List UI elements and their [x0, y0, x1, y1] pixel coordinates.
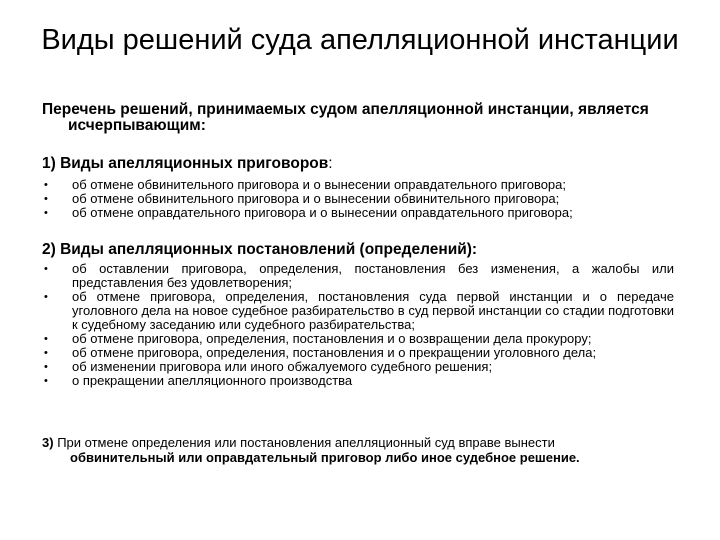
list-item-text: о прекращении апелляционного производства — [72, 373, 353, 388]
bullet-icon: • — [44, 179, 48, 191]
list-item — [42, 332, 674, 346]
list-item-text: об оставлении приговора, определения, постановления без изменения, а жалобы или представления без удовлетворения; — [72, 261, 674, 290]
bullet-icon: • — [44, 207, 48, 219]
bullet-icon: • — [44, 193, 48, 205]
page-title: Виды решений суда апелляционной инстанции — [41, 24, 679, 56]
bullet-icon: • — [44, 375, 48, 387]
list-item-text: об отмене приговора, определения, постановления и о прекращении уголовного дела; — [72, 345, 597, 360]
list-item-text: об изменении приговора или иного обжалуемого судебного решения; — [72, 359, 493, 374]
list-item-text: об отмене приговора, определения, постановления и о возвращении дела прокурору; — [72, 331, 592, 346]
section-1-heading-text: 1) Виды апелляционных приговоров — [42, 155, 329, 172]
list-item — [42, 192, 674, 206]
bullet-icon: • — [44, 361, 48, 373]
list-item — [42, 290, 674, 332]
section-3-note — [42, 435, 682, 465]
bullet-icon: • — [44, 263, 48, 275]
list-item-text: об отмене приговора, определения, постановления суда первой инстанции и о передаче уголовного дела на новое судебное разбирательство в суд первой инстанции со стадии подготовки к судебному заседанию или судебного разбирательства; — [72, 289, 674, 332]
section-2-list — [42, 262, 674, 388]
section-1-list — [42, 178, 674, 220]
section-3-line-1: При отмене определения или постановления апелляционный суд вправе вынести — [57, 435, 555, 450]
list-item — [42, 262, 674, 290]
list-item-text: об отмене обвинительного приговора и о вынесении обвинительного приговора; — [72, 191, 560, 206]
bullet-icon: • — [44, 291, 48, 303]
intro-line-2: исчерпывающим: — [68, 117, 206, 134]
section-3-line-2: обвинительный или оправдательный приговор либо иное судебное решение. — [70, 450, 580, 465]
list-item-text: об отмене оправдательного приговора и о вынесении оправдательного приговора; — [72, 205, 573, 220]
list-item-text: об отмене обвинительного приговора и о вынесении оправдательного приговора; — [72, 177, 566, 192]
list-item — [42, 360, 674, 374]
intro-text — [42, 102, 682, 134]
section-3-number: 3) — [42, 435, 54, 450]
list-item — [42, 178, 674, 192]
section-2-heading: 2) Виды апелляционных постановлений (определений): — [42, 241, 478, 258]
section-1-heading — [42, 155, 682, 173]
section-1-heading-colon: : — [328, 155, 333, 172]
list-item — [42, 206, 674, 220]
list-item — [42, 374, 674, 388]
intro-line-1: Перечень решений, принимаемых судом апелляционной инстанции, является — [42, 101, 649, 118]
bullet-icon: • — [44, 347, 48, 359]
list-item — [42, 346, 674, 360]
bullet-icon: • — [44, 333, 48, 345]
